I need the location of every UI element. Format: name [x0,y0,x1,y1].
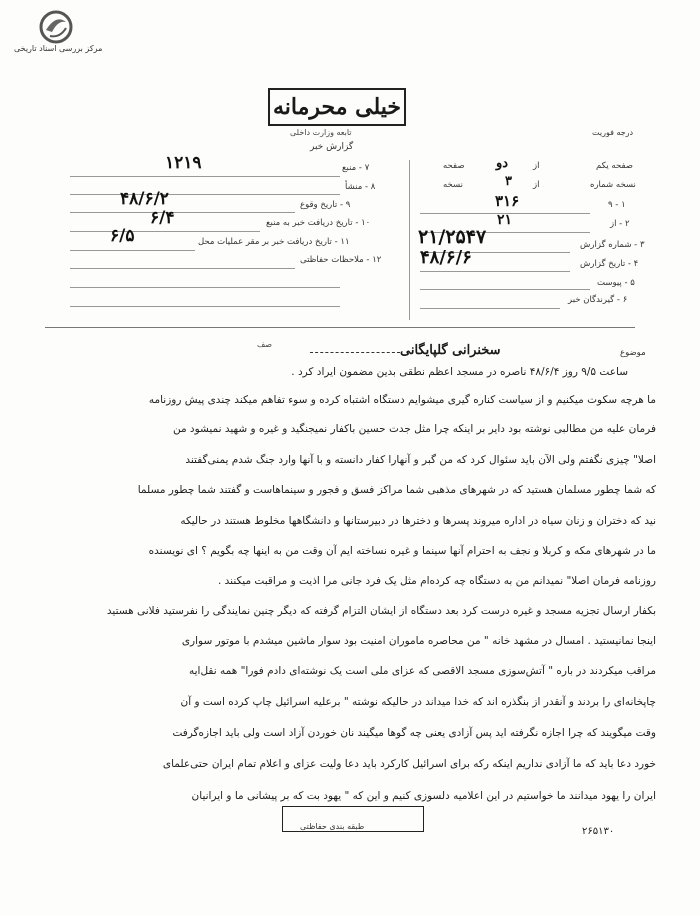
form-label: ۶ - گیرندگان خبر [568,295,628,305]
form-label: ۸ - منشأ [345,182,376,192]
form-value: ۶/۴ [150,208,175,228]
form-label: نسخه شماره [590,180,636,190]
form-value: دو [496,156,509,171]
form-label: صفحه یکم [596,161,633,171]
form-value: ۲۱ [497,212,513,228]
form-label: ۲ - از [610,219,630,229]
report-type: گزارش خبر [310,142,354,152]
form-label: از [533,180,540,190]
form-label: ۱۱ - تاریخ دریافت خبر بر مقر عملیات محل [198,237,350,247]
form-label: ۷ - منبع [342,163,370,173]
form-label: ۱۲ - ملاحظات حفاظتی [300,255,382,265]
form-value: ۴۸/۶/۶ [420,247,472,268]
form-label: ۴ - تاریخ گزارش [580,259,639,269]
body-line: بکفار ارسال تجزیه مسجد و غیره درست کرد بعد دستگاه از ایشان التزام گرفته که دیگر چنین نمایندگی را نفرستید فلانی هستید [106,605,656,617]
form-label: نسخه [443,180,463,190]
footer-stamp-text: طبقه بندی حفاظتی [300,822,365,831]
logo-caption: مرکز بررسی اسناد تاریخی [14,44,103,53]
form-label: ۱۰ - تاریخ دریافت خبر به منبع [266,218,371,228]
form-label: ۳ - شماره گزارش [580,240,645,250]
body-line: ما در شهرهای مکه و کربلا و نجف به احترام آنها سینما و غیره نساخته ایم آن وقت من به اینها چه بگویم ؟ ای نویسنده [148,545,656,557]
stamp-subtitle: تابعه وزارت داخلی [290,128,352,137]
body-line: فرمان علیه من مطالبی نوشته بود دایر بر اینکه چرا مثل جدت حسین باکفار نمیجنگید و غیره و شهید نمیشود من [172,423,656,435]
form-label: صفحه [443,161,465,171]
form-label: از [533,161,540,171]
body-line: روزنامه فرمان اصلا" نمیدانم من به دستگاه چه کرده‌ام مثل یک فرد جانی مرا اذیت و مراقبت میکنند . [217,575,656,587]
archive-logo [14,10,124,60]
body-line: اصلا" چیزی نگفتم ولی الآن باید سئوال کرد که من گبر و آنهارا کفار دانسته و با آنها وارد جنگ شدم یمنی‌گفتند [185,454,656,466]
body-line: وقت میگویند که چرا اجازه نگرفته اید پس آزادی یعنی چه گوها میگیند نان خوردن آزاد است ولی باید اجازه‌گرفت [172,727,656,739]
form-label: ۹ - تاریخ وقوع [300,200,351,210]
body-line: ما هرچه سکوت میکنیم و از سیاست کناره گیری میشوایم دستگاه اشتباه کرده و سوء تفاهم میکند چندی پیش روزنامه [148,394,656,406]
body-line: نید که دختران و زنان سیاه در اداره میروند پسرها و دخترها در دبیرستانها و دانشگاهها مخلوط هستند در حالیکه [180,515,656,527]
form-label: ۵ - پیوست [597,278,635,288]
body-line: که شما چطور مسلمان هستید که در شهرهای مذهبی شما مراکز فسق و فجور و سینماهاست و گفتند شما چطور مسلما [137,484,656,496]
body-line: اینجا نمانیستید . امسال در مشهد خانه " من محاصره ماموران امنیت بود سوار ماشین میشدم با موتور سواری [181,635,656,647]
subject-value: سخنرانی گلپایگانی [400,343,501,358]
urgency-label: درجه فوریت [592,128,634,137]
body-line: ایران را یهود میدانند ما خواستیم در این اعلامیه دلسوزی کنیم و این که " یهود بت که بر پیشانی ما و ایرانیان [191,790,656,802]
form-value: ۳ [505,174,512,189]
body-line: ساعت ۹/۵ روز ۴۸/۶/۴ ناصره در مسجد اعظم نطقی بدین مضمون ایراد کرد . [291,366,628,378]
form-value: ۶/۵ [110,226,135,246]
form-value: ۳۱۶ [495,192,520,210]
subject-label: موضوع [620,348,646,358]
form-value: ۱۲۱۹ [165,153,202,173]
body-line: چاپخانه‌ای را بردند و آنقدر از بنگذره اند که خدا میداند در حالیکه نوشته " برعلیه اسرائیل چاپ کرده است و آن [180,696,656,708]
document-number: ۲۶۵۱۳۰ [582,826,615,837]
form-value: ۴۸/۶/۲ [120,189,169,209]
body-line: مراقب میکردند در باره " آتش‌سوزی مسجد الاقصی که عزای ملی است یک نوشته‌ای دادم فورا" همه نقل‌ایه [189,665,656,677]
form-value: ۲۱/۲۵۴۷ [418,226,487,248]
classification-stamp: خیلی محرمانه [268,88,406,126]
page-mark: صف [257,340,273,349]
form-label: ۱ - ۹ [608,200,626,210]
logo-emblem-icon [36,10,76,44]
body-line: خورد دعا باید که ما آزادی نداریم اینکه رکه برای اسرائیل کارکرد باید دعا ولیت عزای و اعلام تمام ایران حتی‌علمای [162,758,656,770]
